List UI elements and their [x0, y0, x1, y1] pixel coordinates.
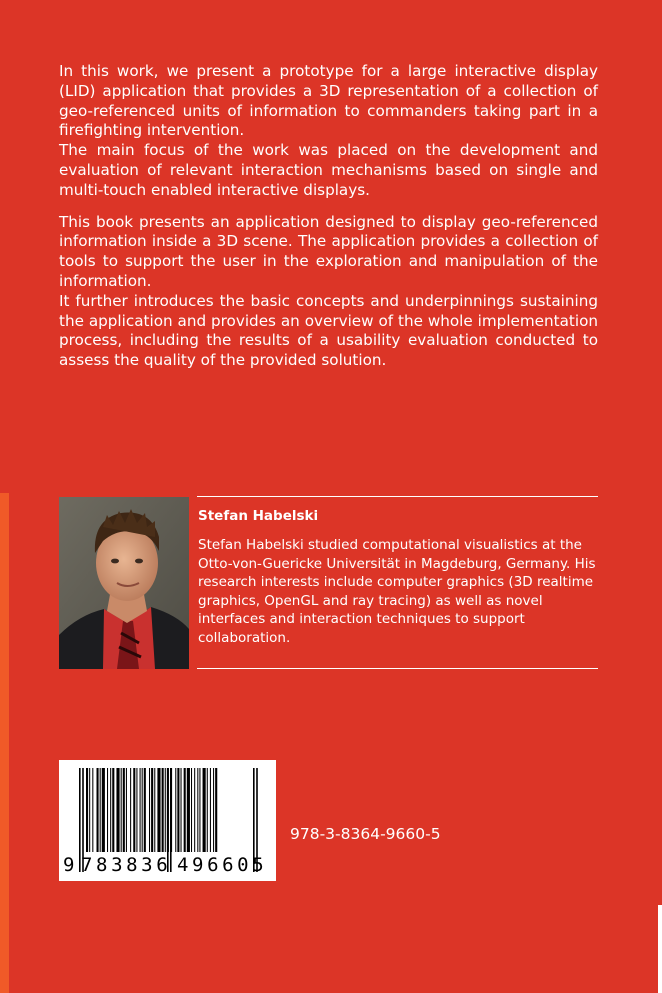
- barcode-bar: [162, 768, 164, 852]
- barcode-bar: [97, 768, 99, 852]
- barcode-bar: [144, 768, 146, 852]
- barcode-bar: [123, 768, 125, 852]
- barcode-digit-group: 496605: [177, 854, 268, 876]
- barcode-bar: [116, 768, 119, 852]
- barcode-bar: [142, 768, 143, 852]
- author-bio: Stefan Habelski studied computational visualistics at the Otto-von-Guericke Universität in Magdeburg, Germany. His research interests include computer graphics (3D realtime graphics, OpenGL and ray tracing) as well as novel interfaces and interaction techniques to support collaboration.: [198, 537, 596, 646]
- barcode-bar: [175, 768, 176, 852]
- author-photo: [59, 497, 189, 669]
- barcode-bar: [213, 768, 214, 852]
- barcode-bar: [181, 768, 182, 852]
- barcode-bar: [215, 768, 217, 852]
- author-name: Stefan Habelski: [198, 508, 319, 524]
- barcode-bar: [136, 768, 137, 852]
- author-top-rule: [197, 496, 598, 497]
- barcode-bar: [207, 768, 208, 852]
- barcode-bar: [194, 768, 195, 852]
- barcode-bar: [197, 768, 198, 852]
- barcode-bar: [149, 768, 150, 852]
- cover-edge: [658, 905, 662, 993]
- barcode-bar: [177, 768, 179, 852]
- barcode-bar: [86, 768, 88, 852]
- barcode-bar: [210, 768, 211, 852]
- barcode-digits: [59, 854, 276, 878]
- barcode-bar: [89, 768, 90, 852]
- barcode-bar: [165, 768, 166, 852]
- blurb-paragraph: The main focus of the work was placed on the development and evaluation of relevant interaction mechanisms based on single and multi-touch enabled interactive displays.: [59, 141, 598, 199]
- barcode-bar: [92, 768, 93, 852]
- book-blurb: [59, 62, 598, 371]
- barcode-bar: [151, 768, 153, 852]
- barcode-bar: [112, 768, 114, 852]
- barcode-bar: [184, 768, 186, 852]
- author-portrait-image: [59, 497, 189, 669]
- barcode-bar: [110, 768, 111, 852]
- barcode-bar: [133, 768, 135, 852]
- barcode-bar: [107, 768, 108, 852]
- barcode-bar: [121, 768, 122, 852]
- barcode-bar: [100, 768, 101, 852]
- blurb-paragraph: In this work, we present a prototype for a large interactive display (LID) application that provides a 3D representation of a collection of geo-referenced units of information to commanders taking part in a firefighting intervention.: [59, 62, 598, 140]
- barcode-bar: [157, 768, 160, 852]
- barcode-bar: [130, 768, 131, 852]
- barcode-bar: [102, 768, 105, 852]
- barcode-bar: [140, 768, 141, 852]
- barcode-bar: [187, 768, 190, 852]
- spine-color-strip: [0, 493, 9, 993]
- barcode: [59, 760, 276, 881]
- barcode-bar: [191, 768, 192, 852]
- barcode-digit-group: 783836: [81, 854, 172, 876]
- blurb-paragraph: This book presents an application designed to display geo-referenced information inside a 3D scene. The application provides a collection of tools to support the user in the exploration and manipulation of the information.: [59, 212, 598, 290]
- barcode-bar: [199, 768, 200, 852]
- isbn-number: 978-3-8364-9660-5: [290, 825, 441, 843]
- barcode-bar: [154, 768, 155, 852]
- barcode-bar: [126, 768, 127, 852]
- blurb-paragraph: It further introduces the basic concepts and underpinnings sustaining the application and provides an overview of the whole implementation process, including the results of a usability evaluation conducted to assess the quality of the provided solution.: [59, 291, 598, 370]
- author-bottom-rule: [197, 668, 598, 669]
- barcode-lead-digit: 9: [63, 854, 75, 876]
- barcode-bar: [203, 768, 206, 852]
